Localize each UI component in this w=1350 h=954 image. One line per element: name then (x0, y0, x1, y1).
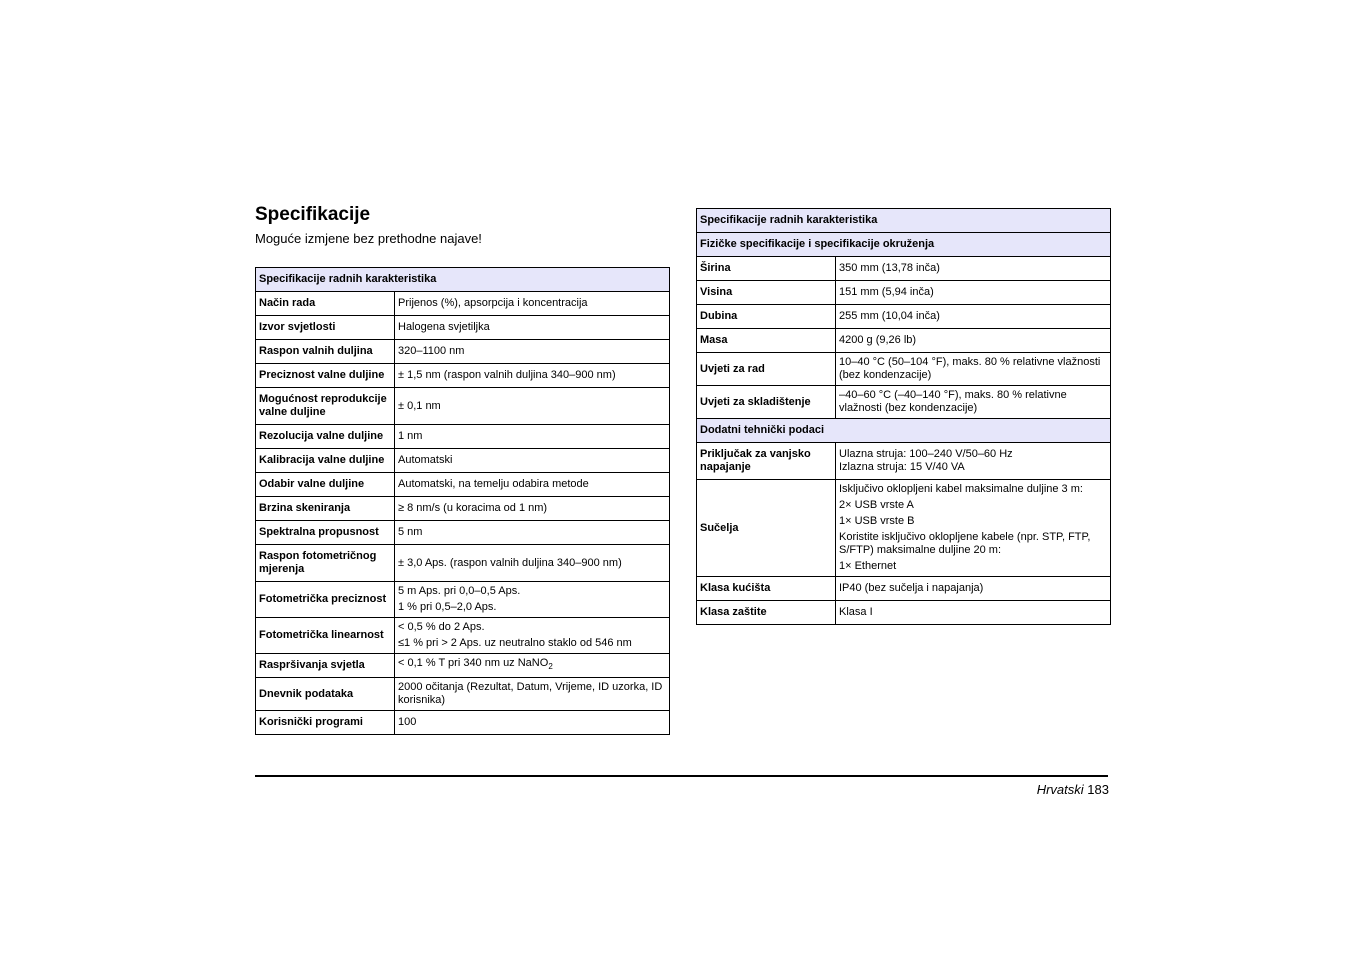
row-value: Automatski (395, 449, 670, 473)
value-line: < 0,5 % do 2 Aps. (398, 621, 485, 633)
row-label: Kalibracija valne duljine (256, 449, 395, 473)
table-header: Specifikacije radnih karakteristika (256, 268, 670, 292)
row-value: –40–60 °C (–40–140 °F), maks. 80 % relativne vlažnosti (bez kondenzacije) (836, 386, 1111, 419)
row-label: Klasa kućišta (697, 577, 836, 601)
row-label: Odabir valne duljine (256, 473, 395, 497)
row-label: Klasa zaštite (697, 601, 836, 625)
section-header: Dodatni tehnički podaci (697, 419, 1111, 443)
footer-language: Hrvatski (1036, 782, 1084, 797)
row-value: 4200 g (9,26 lb) (836, 329, 1111, 353)
row-value: ± 0,1 nm (395, 388, 670, 425)
footer-divider (255, 775, 1108, 777)
row-label: Raspršivanja svjetla (256, 654, 395, 678)
value-line: 5 m Aps. pri 0,0–0,5 Aps. (398, 585, 521, 597)
row-value: 151 mm (5,94 inča) (836, 281, 1111, 305)
row-value: ≥ 8 nm/s (u koracima od 1 nm) (395, 497, 670, 521)
row-label: Masa (697, 329, 836, 353)
row-value: Halogena svjetiljka (395, 316, 670, 340)
row-label: Mogućnost reprodukcije valne duljine (256, 388, 395, 425)
row-value (836, 480, 1111, 577)
value-line: Izlazna struja: 15 V/40 VA (839, 461, 965, 473)
row-value: 5 nm (395, 521, 670, 545)
row-value: 10–40 °C (50–104 °F), maks. 80 % relativne vlažnosti (bez kondenzacije) (836, 353, 1111, 386)
row-value (395, 618, 670, 654)
row-value: IP40 (bez sučelja i napajanja) (836, 577, 1111, 601)
value-line: 1 % pri 0,5–2,0 Aps. (398, 601, 497, 613)
value-line: 2× USB vrste A (839, 499, 914, 511)
page-footer (1037, 782, 1109, 797)
row-label: Dubina (697, 305, 836, 329)
row-label: Raspon valnih duljina (256, 340, 395, 364)
performance-spec-table (255, 267, 670, 735)
row-value: Automatski, na temelju odabira metode (395, 473, 670, 497)
row-value: 255 mm (10,04 inča) (836, 305, 1111, 329)
row-value: 2000 očitanja (Rezultat, Datum, Vrijeme, ID uzorka, ID korisnika) (395, 678, 670, 711)
row-label: Brzina skeniranja (256, 497, 395, 521)
row-value: 320–1100 nm (395, 340, 670, 364)
row-label: Uvjeti za rad (697, 353, 836, 386)
page-number: 183 (1087, 782, 1109, 797)
row-value: 100 (395, 711, 670, 735)
row-value: Klasa I (836, 601, 1111, 625)
row-value: ± 1,5 nm (raspon valnih duljina 340–900 nm) (395, 364, 670, 388)
row-value: 1 nm (395, 425, 670, 449)
value-line: 1× USB vrste B (839, 515, 915, 527)
page-subtitle: Moguće izmjene bez prethodne najave! (255, 231, 482, 246)
row-label: Uvjeti za skladištenje (697, 386, 836, 419)
row-label: Fotometrička preciznost (256, 582, 395, 618)
row-label: Raspon fotometričnog mjerenja (256, 545, 395, 582)
page-title: Specifikacije (255, 204, 371, 225)
value-line: 1× Ethernet (839, 560, 897, 572)
row-label: Način rada (256, 292, 395, 316)
row-label: Visina (697, 281, 836, 305)
row-value: Prijenos (%), apsorpcija i koncentracija (395, 292, 670, 316)
row-label: Izvor svjetlosti (256, 316, 395, 340)
row-label: Sučelja (697, 480, 836, 577)
subscript: 2 (548, 662, 553, 672)
row-value: 350 mm (13,78 inča) (836, 257, 1111, 281)
row-value (395, 582, 670, 618)
value-line: Koristite isključivo oklopljene kabele (npr. STP, FTP, S/FTP) maksimalne duljine 20 m: (839, 531, 1091, 556)
row-label: Rezolucija valne duljine (256, 425, 395, 449)
row-label: Širina (697, 257, 836, 281)
row-label: Dnevnik podataka (256, 678, 395, 711)
row-label: Priključak za vanjsko napajanje (697, 443, 836, 480)
row-label: Korisnički programi (256, 711, 395, 735)
row-value (395, 654, 670, 678)
row-value (836, 443, 1111, 480)
section-header: Fizičke specifikacije i specifikacije okruženja (697, 233, 1111, 257)
row-label: Fotometrička linearnost (256, 618, 395, 654)
row-value: ± 3,0 Aps. (raspon valnih duljina 340–900 nm) (395, 545, 670, 582)
value-line: Isključivo oklopljeni kabel maksimalne duljine 3 m: (839, 483, 1083, 495)
table-header: Specifikacije radnih karakteristika (697, 209, 1111, 233)
value-text: < 0,1 % T pri 340 nm uz NaNO (398, 657, 549, 670)
physical-spec-table (696, 208, 1111, 625)
row-label: Spektralna propusnost (256, 521, 395, 545)
value-line: Ulazna struja: 100–240 V/50–60 Hz (839, 448, 1013, 460)
value-line: ≤1 % pri > 2 Aps. uz neutralno staklo od 546 nm (398, 637, 632, 649)
row-label: Preciznost valne duljine (256, 364, 395, 388)
